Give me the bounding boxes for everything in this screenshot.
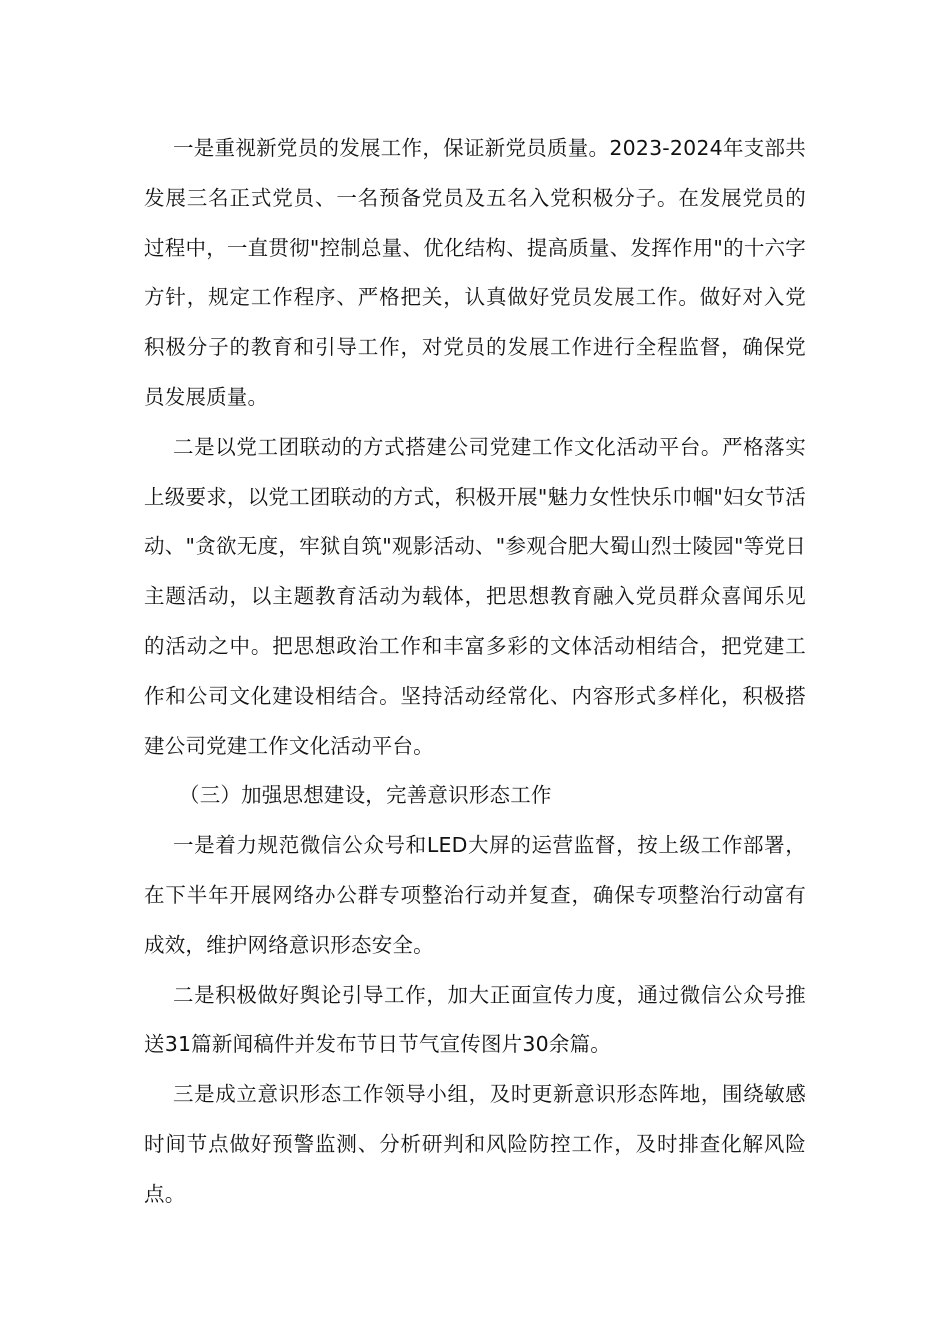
paragraph-public-opinion: 二是积极做好舆论引导工作，加大正面宣传力度，通过微信公众号推送31篇新闻稿件并发布节日节气宣传图片30余篇。 <box>144 982 806 1057</box>
paragraph-ideology-leadership-group: 三是成立意识形态工作领导小组，及时更新意识形态阵地，围绕敏感时间节点做好预警监测、分析研判和风险防控工作，及时排查化解风险点。 <box>144 1082 806 1206</box>
paragraph-new-member-development: 一是重视新党员的发展工作，保证新党员质量。2023-2024年支部共发展三名正式党员、一名预备党员及五名入党积极分子。在发展党员的过程中，一直贯彻"控制总量、优化结构、提高质量、发挥作用"的十六字方针，规定工作程序、严格把关，认真做好党员发展工作。做好对入党积极分子的教育和引导工作，对党员的发展工作进行全程监督，确保党员发展质量。 <box>144 136 806 409</box>
document-body <box>144 124 806 1220</box>
paragraph-activity-platform: 二是以党工团联动的方式搭建公司党建工作文化活动平台。严格落实上级要求，以党工团联动的方式，积极开展"魅力女性快乐巾帼"妇女节活动、"贪欲无度，牢狱自筑"观影活动、"参观合肥大蜀山烈士陵园"等党日主题活动，以主题教育活动为载体，把思想教育融入党员群众喜闻乐见的活动之中。把思想政治工作和丰富多彩的文体活动相结合，把党建工作和公司文化建设相结合。坚持活动经常化、内容形式多样化，积极搭建公司党建工作文化活动平台。 <box>144 434 806 758</box>
paragraph-wechat-led-supervision: 一是着力规范微信公众号和LED大屏的运营监督，按上级工作部署，在下半年开展网络办公群专项整治行动并复查，确保专项整治行动富有成效，维护网络意识形态安全。 <box>144 833 806 957</box>
section-heading-ideology: （三）加强思想建设，完善意识形态工作 <box>179 783 552 808</box>
